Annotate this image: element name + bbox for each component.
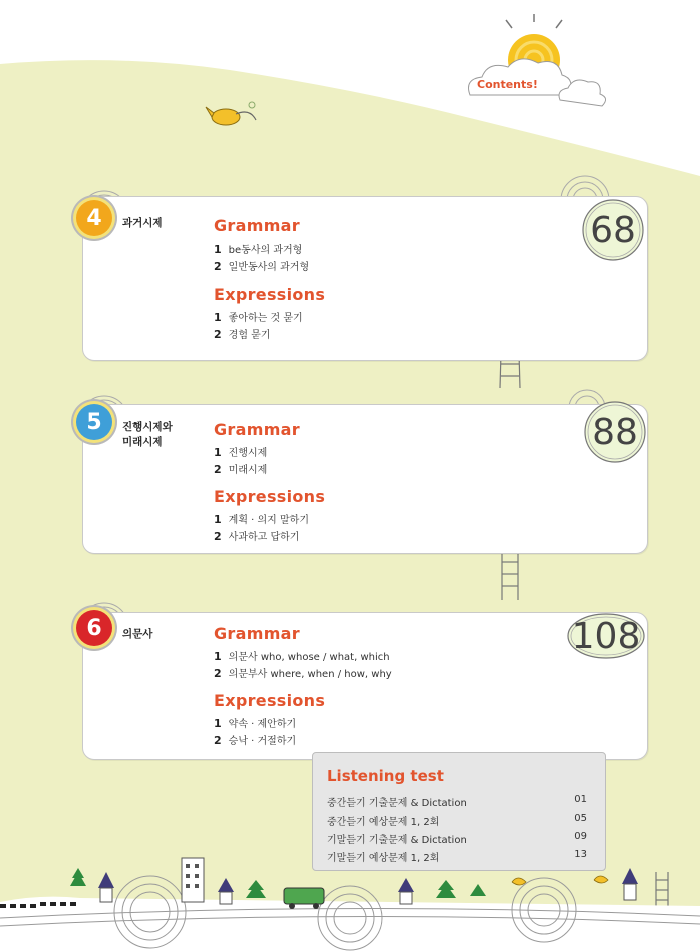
item-text: 일반동사의 과거형 (228, 262, 310, 273)
row-label: 중간듣기 기출문제 & Dictation (327, 798, 467, 809)
listening-test-row[interactable] (327, 794, 587, 809)
row-label: 중간듣기 예상문제 1, 2회 (327, 817, 440, 828)
grammar-item[interactable] (214, 648, 390, 663)
grammar-heading (214, 624, 300, 643)
grammar-heading (214, 420, 300, 439)
item-number: 1 (214, 311, 222, 324)
expressions-heading-label: Expressions (214, 285, 326, 304)
item-number: 2 (214, 530, 222, 543)
item-text: 좋아하는 것 묻기 (228, 313, 303, 324)
grammar-item[interactable] (214, 258, 309, 273)
chapter-card-4[interactable] (82, 196, 648, 361)
expressions-item[interactable] (214, 732, 296, 747)
expressions-item[interactable] (214, 511, 309, 526)
chapter-title: 진행시제와 미래시제 (122, 421, 173, 448)
row-page: 01 (574, 794, 587, 805)
item-number: 1 (214, 650, 222, 663)
grammar-item[interactable] (214, 665, 392, 680)
item-text: 경험 묻기 (228, 330, 271, 341)
chapter-number-badge: 6 (76, 610, 112, 646)
chapter-title: 의문사 (122, 628, 153, 640)
expressions-heading-label: Expressions (214, 691, 326, 710)
row-label: 기말듣기 기출문제 & Dictation (327, 835, 467, 846)
grammar-item[interactable] (214, 461, 267, 476)
item-text: 미래시제 (228, 465, 268, 476)
item-number: 2 (214, 260, 222, 273)
page-number-text: 68 (590, 209, 636, 251)
expressions-item[interactable] (214, 715, 296, 730)
item-text: 진행시제 (228, 448, 268, 459)
item-text: 승낙 · 거절하기 (228, 736, 297, 747)
expressions-heading-label: Expressions (214, 487, 326, 506)
row-label: 기말듣기 예상문제 1, 2회 (327, 853, 440, 864)
item-text: 사과하고 답하기 (228, 532, 300, 543)
grammar-item[interactable] (214, 241, 302, 256)
chapter-page-number[interactable] (580, 198, 646, 262)
listening-test-row[interactable] (327, 849, 587, 864)
chapter-page-number[interactable] (583, 400, 647, 464)
item-number: 2 (214, 328, 222, 341)
item-text: 의문사 who, whose / what, which (228, 652, 390, 663)
expressions-item[interactable] (214, 528, 299, 543)
listening-test-row[interactable] (327, 831, 587, 846)
item-number: 1 (214, 446, 222, 459)
chapter-page-number[interactable] (566, 612, 646, 660)
listening-test-box (312, 752, 606, 871)
row-page: 13 (574, 849, 587, 860)
chapter-number-badge: 4 (76, 200, 112, 236)
listening-test-row[interactable] (327, 813, 587, 828)
grammar-heading-label: Grammar (214, 420, 300, 439)
item-number: 1 (214, 513, 222, 526)
grammar-item[interactable] (214, 444, 267, 459)
contents-header (467, 64, 567, 104)
contents-label: Contents! (477, 78, 538, 91)
item-number: 1 (214, 243, 222, 256)
expressions-heading (214, 285, 325, 304)
expressions-heading (214, 691, 325, 710)
page-number-text: 108 (571, 615, 641, 657)
item-text: 의문부사 where, when / how, why (228, 669, 392, 680)
listening-test-title (327, 767, 444, 785)
expressions-item[interactable] (214, 326, 270, 341)
chapter-title: 과거시제 (122, 217, 163, 229)
page-number-text: 88 (592, 411, 638, 453)
item-text: 계획 · 의지 말하기 (228, 515, 309, 526)
expressions-item[interactable] (214, 309, 303, 324)
item-text: be동사의 과거형 (228, 245, 303, 256)
grammar-heading-label: Grammar (214, 216, 300, 235)
chapter-number-badge: 5 (76, 404, 112, 440)
row-page: 05 (574, 813, 587, 824)
item-text: 약속 · 제안하기 (228, 719, 297, 730)
grammar-heading (214, 216, 300, 235)
row-page: 09 (574, 831, 587, 842)
listening-test-title-text: Listening test (327, 767, 444, 785)
item-number: 2 (214, 734, 222, 747)
item-number: 1 (214, 717, 222, 730)
grammar-heading-label: Grammar (214, 624, 300, 643)
item-number: 2 (214, 463, 222, 476)
item-number: 2 (214, 667, 222, 680)
expressions-heading (214, 487, 325, 506)
chapter-card-6[interactable] (82, 612, 648, 760)
